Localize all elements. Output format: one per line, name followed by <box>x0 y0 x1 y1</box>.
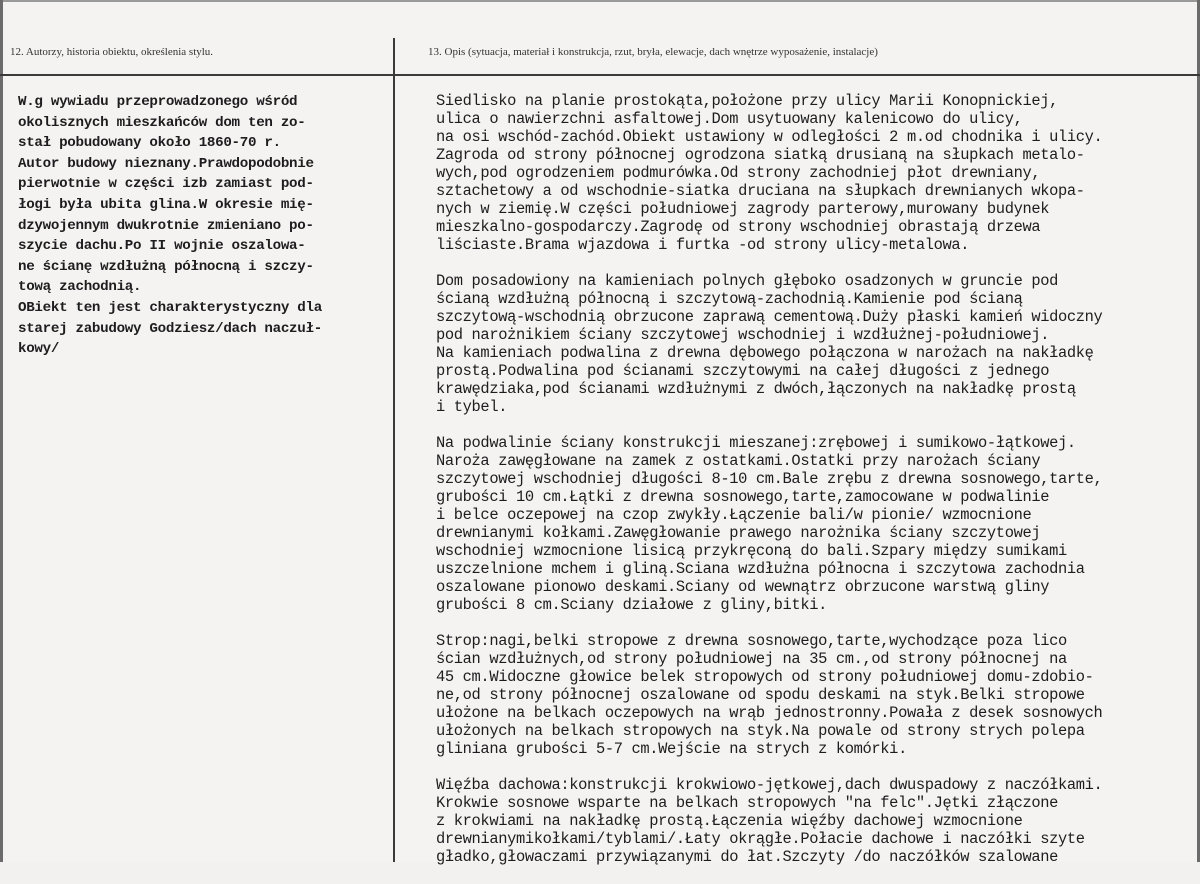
history-line: OBiekt ten jest charakterystyczny dla <box>18 299 322 316</box>
history-line: starej zabudowy Godziesz/dach naczuł- <box>18 320 322 337</box>
description-line: szczytowej wschodniej długości 8-10 cm.Bale zrębu z drewna sosnowego,tarte, <box>436 470 1103 488</box>
description-paragraph-ceiling <box>436 632 1196 758</box>
description-line: nych w ziemię.W części południowej zagrody parterowy,murowany budynek <box>436 200 1050 218</box>
description-line: 45 cm.Widoczne głowice belek stropowych od strony południowej domu-zdobio- <box>436 668 1094 686</box>
description-line: ułożonych na belkach stropowych na styk.Na powale od strony strych polepa <box>436 722 1085 740</box>
description-line: Strop:nagi,belki stropowe z drewna sosnowego,tarte,wychodzące poza lico <box>436 632 1067 650</box>
description-line: pod narożnikiem ściany szczytowej wschodniej i wzdłużnej-południowej. <box>436 326 1050 344</box>
description-line: Na kamieniach podwalina z drewna dębowego połączona w narożach na nakładkę <box>436 344 1094 362</box>
description-line: Na podwalinie ściany konstrukcji mieszanej:zrębowej i sumikowo-łątkowej. <box>436 434 1076 452</box>
description-line: gliniana grubości 5-7 cm.Wejście na strych z komórki. <box>436 740 907 758</box>
description-line: ścianą wzdłużną północną i szczytową-zachodnią.Kamienie pod ścianą <box>436 290 1023 308</box>
card-top-edge <box>0 0 1200 2</box>
description-line: i tybel. <box>436 398 508 416</box>
history-line: W.g wywiadu przeprowadzonego wśród <box>18 94 298 110</box>
header-rule <box>0 74 1200 76</box>
description-line: krawędziaka,pod ścianami wzdłużnymi z dwóch,łączonych na nakładkę prostą <box>436 380 1076 398</box>
description-line: z krokwiami na nakładkę prostą.Łączenia więźby dachowej wzmocnione <box>436 812 1023 830</box>
card-left-edge <box>0 0 3 862</box>
description-line: Dom posadowiony na kamieniach polnych głęboko osadzonych w gruncie pod <box>436 272 1059 290</box>
section-13-header: 13. Opis (sytuacja, materiał i konstrukcja, rzut, bryła, elewacje, dach wnętrze wyposażenie, instalacje) <box>428 46 878 58</box>
description-line: sztachetowy a od wschodnie-siatka druciana na słupkach drewnianych wkopa- <box>436 182 1085 200</box>
description-line: prostą.Podwalina pod ścianami szczytowymi na całej długości z jednego <box>436 362 1050 380</box>
description-line: drewnianymikołkami/tyblami/.Łaty okrągłe.Połacie dachowe i naczółki szyte <box>436 830 1085 848</box>
history-line: stał pobudowany około 1860-70 r. <box>18 135 281 152</box>
history-line: tową zachodnią. <box>18 279 142 296</box>
history-line: łogi była ubita glina.W okresie mię- <box>18 196 314 213</box>
description-line: i belce oczepowej na czop zwykły.Łączenie bali/w pionie/ wzmocnione <box>436 506 1032 524</box>
description-line: Zagroda od strony północnej ogrodzona siatką drusianą na słupkach metalo- <box>436 146 1085 164</box>
description-line: gładko,głowaczami przywiązanymi do łat.Szczyty /do naczółków szalowane <box>436 848 1059 866</box>
description-line: oszalowane pionowo deskami.Sciany od wewnątrz obrzucone warstwą gliny <box>436 578 1050 596</box>
description-text <box>436 92 1196 884</box>
description-line: na osi wschód-zachód.Obiekt ustawiony w odległości 2 m.od chodnika i ulicy. <box>436 128 1103 146</box>
history-line: Autor budowy nieznany.Prawdopodobnie <box>18 155 314 172</box>
description-line: ulica o nawierzchni asfaltowej.Dom usytuowany kalenicowo do ulicy, <box>436 110 1023 128</box>
description-paragraph-roof <box>436 776 1196 866</box>
description-line: Naroża zawęgłowane na zamek z ostatkami.Ostatki przy narożach ściany <box>436 452 1041 470</box>
history-line: pierwotnie w części izb zamiast pod- <box>18 176 314 193</box>
history-line: ne ścianę wzdłużną północną i szczy- <box>18 258 314 275</box>
description-paragraph-walls <box>436 434 1196 614</box>
section-12-header: 12. Autorzy, historia obiektu, określenia stylu. <box>10 46 214 58</box>
description-line: uszczelnione mchem i gliną.Sciana wzdłużna północna i szczytowa zachodnia <box>436 560 1085 578</box>
history-line: szycie dachu.Po II wojnie oszalowa- <box>18 238 306 255</box>
description-line: grubości 8 cm.Sciany działowe z gliny,bitki. <box>436 596 827 614</box>
description-line: ne,od strony północnej oszalowane od spodu deskami na styk.Belki stropowe <box>436 686 1085 704</box>
description-paragraph-foundation <box>436 272 1196 416</box>
description-line: grubości 10 cm.Łątki z drewna sosnowego,tarte,zamocowane w podwalinie <box>436 488 1050 506</box>
description-line: Siedlisko na planie prostokąta,położone przy ulicy Marii Konopnickiej, <box>436 92 1059 110</box>
description-line: mieszkalno-gospodarczy.Zagrodę od strony wschodniej obrastają drzewa <box>436 218 1041 236</box>
description-paragraph-site <box>436 92 1196 254</box>
description-line: wych,pod ogrodzeniem podmurówka.Od strony zachodniej płot drewniany, <box>436 164 1041 182</box>
history-line: kowy/ <box>18 341 60 358</box>
column-divider <box>393 38 395 862</box>
history-line: okolisznych mieszkańców dom ten zo- <box>18 114 306 131</box>
description-line: Krokwie sosnowe wsparte na belkach stropowych "na felc".Jętki złączone <box>436 794 1059 812</box>
description-line: Więźba dachowa:konstrukcji krokwiowo-jętkowej,dach dwuspadowy z naczółkami. <box>436 776 1103 794</box>
description-line: liściaste.Brama wjazdowa i furtka -od strony ulicy-metalowa. <box>436 236 970 254</box>
description-line: ułożone na belkach oczepowych na wrąb jednostronny.Powała z desek sosnowych <box>436 704 1103 722</box>
history-text <box>18 92 393 360</box>
description-line: wschodniej wzmocnione lisicą przykręconą do bali.Szpary między sumikami <box>436 542 1067 560</box>
description-line: ścian wzdłużnych,od strony południowej na 35 cm.,od strony północnej na <box>436 650 1067 668</box>
description-line: drewnianymi kołkami.Zawęgłowanie prawego narożnika ściany szczytowej <box>436 524 1041 542</box>
history-line: dzywojennym dwukrotnie zmieniano po- <box>18 217 314 234</box>
description-line: szczytową-wschodnią obrzucone zaprawą cementową.Duży płaski kamień widoczny <box>436 308 1103 326</box>
